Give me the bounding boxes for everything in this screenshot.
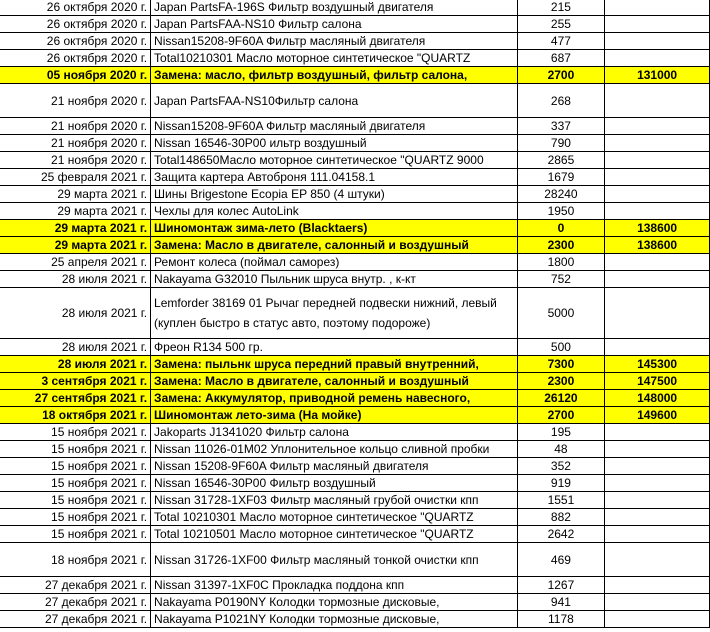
- cell-total[interactable]: [605, 288, 710, 339]
- cell-description[interactable]: Japan PartsFA-196S Фильтр воздушный двигателя: [151, 0, 518, 16]
- cell-total[interactable]: [605, 84, 710, 118]
- cell-total[interactable]: [605, 526, 710, 543]
- cell-cost[interactable]: 5000: [517, 288, 605, 339]
- table-row: [0, 390, 710, 407]
- cell-date[interactable]: 28 июля 2021 г.: [0, 288, 151, 339]
- cell-total[interactable]: 138600: [605, 220, 710, 237]
- cell-cost[interactable]: 469: [517, 543, 605, 577]
- table-row: [0, 254, 710, 271]
- table-row: [0, 203, 710, 220]
- cell-date[interactable]: 18 октября 2021 г.: [0, 407, 151, 424]
- cell-date[interactable]: 15 ноября 2021 г.: [0, 424, 151, 441]
- cell-description[interactable]: Шиномонтаж зима-лето (Blacktaers): [151, 220, 518, 237]
- cell-date[interactable]: 27 декабря 2021 г.: [0, 611, 151, 628]
- table-row: [0, 441, 710, 458]
- cell-date[interactable]: 21 ноября 2020 г.: [0, 118, 151, 135]
- cell-cost[interactable]: 500: [517, 339, 605, 356]
- cell-description[interactable]: Замена: масло, фильтр воздушный, фильтр салона,: [151, 67, 518, 84]
- cell-description[interactable]: Замена: Аккумулятор, приводной ремень навесного,: [151, 390, 518, 407]
- cell-total[interactable]: [605, 33, 710, 50]
- cell-cost[interactable]: 26120: [517, 390, 605, 407]
- cell-cost[interactable]: 477: [517, 33, 605, 50]
- cell-date[interactable]: 26 октября 2020 г.: [0, 33, 151, 50]
- cell-date[interactable]: 15 ноября 2021 г.: [0, 475, 151, 492]
- cell-cost[interactable]: 919: [517, 475, 605, 492]
- cell-date[interactable]: 25 апреля 2021 г.: [0, 254, 151, 271]
- table-row: [0, 84, 710, 118]
- cell-description[interactable]: Ремонт колеса (поймал саморез): [151, 254, 518, 271]
- cell-cost[interactable]: 2865: [517, 152, 605, 169]
- cell-date[interactable]: 29 марта 2021 г.: [0, 186, 151, 203]
- cell-total[interactable]: [605, 152, 710, 169]
- cell-description[interactable]: Замена: Масло в двигателе, салонный и воздушный: [151, 237, 518, 254]
- cell-total[interactable]: [605, 611, 710, 628]
- table-row: [0, 509, 710, 526]
- cell-description[interactable]: Nissan 16546-30P00 ильтр воздушный: [151, 135, 518, 152]
- table-row: [0, 611, 710, 628]
- cell-cost[interactable]: 268: [517, 84, 605, 118]
- cell-total[interactable]: [605, 577, 710, 594]
- cell-date[interactable]: 28 июля 2021 г.: [0, 356, 151, 373]
- cell-date[interactable]: 21 ноября 2020 г.: [0, 84, 151, 118]
- cell-total[interactable]: [605, 271, 710, 288]
- cell-description[interactable]: Nissan 11026-01M02 Уплонительное кольцо сливной пробки: [151, 441, 518, 458]
- table-row: [0, 288, 710, 339]
- table-row: [0, 50, 710, 67]
- table-row: [0, 67, 710, 84]
- cell-description[interactable]: Защита картера Автоброня 111.04158.1: [151, 169, 518, 186]
- cell-cost[interactable]: 0: [517, 220, 605, 237]
- cell-description[interactable]: Total10210301 Масло моторное синтетическое "QUARTZ: [151, 50, 518, 67]
- cell-date[interactable]: 29 марта 2021 г.: [0, 237, 151, 254]
- table-row: [0, 339, 710, 356]
- cell-date[interactable]: 27 декабря 2021 г.: [0, 577, 151, 594]
- cell-description[interactable]: Nissan15208-9F60A Фильтр масляный двигателя: [151, 33, 518, 50]
- cell-description[interactable]: Nissan 31728-1XF03 Фильтр масляный грубой очистки кпп: [151, 492, 518, 509]
- cell-total[interactable]: [605, 254, 710, 271]
- cell-date[interactable]: 26 октября 2020 г.: [0, 0, 151, 16]
- cell-cost[interactable]: 1267: [517, 577, 605, 594]
- cell-description[interactable]: Шиномонтаж лето-зима (На мойке): [151, 407, 518, 424]
- cell-date[interactable]: 15 ноября 2021 г.: [0, 441, 151, 458]
- cell-description[interactable]: Lemforder 38169 01 Рычаг передней подвески нижний, левый (куплен быстро в статус авто, поэтому подороже): [151, 288, 518, 339]
- cell-total[interactable]: [605, 492, 710, 509]
- cell-total[interactable]: [605, 458, 710, 475]
- cell-cost[interactable]: 255: [517, 16, 605, 33]
- cell-description[interactable]: Nakayama G32010 Пыльник шруса внутр. , к-кт: [151, 271, 518, 288]
- cell-description[interactable]: Замена: пыльнк шруса передний правый внутренний,: [151, 356, 518, 373]
- table-row: [0, 271, 710, 288]
- cell-total[interactable]: [605, 441, 710, 458]
- cell-description[interactable]: Nissan 31397-1XF0C Прокладка поддона кпп: [151, 577, 518, 594]
- cell-date[interactable]: 29 марта 2021 г.: [0, 220, 151, 237]
- cell-cost[interactable]: 215: [517, 0, 605, 16]
- cell-date[interactable]: 26 октября 2020 г.: [0, 16, 151, 33]
- cell-date[interactable]: 18 ноября 2021 г.: [0, 543, 151, 577]
- table-row: [0, 135, 710, 152]
- table-row: [0, 169, 710, 186]
- cell-date[interactable]: 21 ноября 2020 г.: [0, 152, 151, 169]
- cell-cost[interactable]: 1950: [517, 203, 605, 220]
- table-row: [0, 186, 710, 203]
- cell-date[interactable]: 25 февраля 2021 г.: [0, 169, 151, 186]
- cell-cost[interactable]: 941: [517, 594, 605, 611]
- cell-cost[interactable]: 1551: [517, 492, 605, 509]
- cell-total[interactable]: 138600: [605, 237, 710, 254]
- table-row: [0, 220, 710, 237]
- cell-cost[interactable]: 1679: [517, 169, 605, 186]
- cell-description[interactable]: Total 10210301 Масло моторное синтетическое "QUARTZ: [151, 509, 518, 526]
- cell-cost[interactable]: 7300: [517, 356, 605, 373]
- cell-date[interactable]: 15 ноября 2021 г.: [0, 492, 151, 509]
- cell-total[interactable]: [605, 16, 710, 33]
- cell-cost[interactable]: 28240: [517, 186, 605, 203]
- cell-cost[interactable]: 2700: [517, 67, 605, 84]
- cell-description[interactable]: Japan PartsFAA-NS10 Фильтр салона: [151, 16, 518, 33]
- cell-total[interactable]: [605, 509, 710, 526]
- cell-total[interactable]: 148000: [605, 390, 710, 407]
- table-row: [0, 237, 710, 254]
- cell-total[interactable]: 145300: [605, 356, 710, 373]
- cell-description[interactable]: Nissan 15208-9F60A Фильтр масляный двигателя: [151, 458, 518, 475]
- cell-date[interactable]: 29 марта 2021 г.: [0, 203, 151, 220]
- cell-total[interactable]: [605, 594, 710, 611]
- cell-total[interactable]: [605, 339, 710, 356]
- cell-total[interactable]: [605, 186, 710, 203]
- cell-description[interactable]: Japan PartsFAA-NS10Фильтр салона: [151, 84, 518, 118]
- cell-date[interactable]: 15 ноября 2021 г.: [0, 526, 151, 543]
- cell-description[interactable]: Total 10210501 Масло моторное синтетическое "QUARTZ: [151, 526, 518, 543]
- table-row: [0, 577, 710, 594]
- cell-cost[interactable]: 1178: [517, 611, 605, 628]
- cell-total[interactable]: [605, 0, 710, 16]
- table-row: [0, 475, 710, 492]
- cell-cost[interactable]: 2300: [517, 373, 605, 390]
- cell-date[interactable]: 26 октября 2020 г.: [0, 50, 151, 67]
- cell-cost[interactable]: 48: [517, 441, 605, 458]
- table-row: [0, 16, 710, 33]
- cell-cost[interactable]: 352: [517, 458, 605, 475]
- cell-cost[interactable]: 687: [517, 50, 605, 67]
- cell-total[interactable]: [605, 50, 710, 67]
- cell-cost[interactable]: 1800: [517, 254, 605, 271]
- cell-date[interactable]: 3 сентября 2021 г.: [0, 373, 151, 390]
- cell-total[interactable]: [605, 118, 710, 135]
- cell-description[interactable]: Чехлы для колес AutoLink: [151, 203, 518, 220]
- cell-total[interactable]: [605, 169, 710, 186]
- cell-cost[interactable]: 752: [517, 271, 605, 288]
- cell-date[interactable]: 15 ноября 2021 г.: [0, 509, 151, 526]
- cell-date[interactable]: 27 декабря 2021 г.: [0, 594, 151, 611]
- cell-date[interactable]: 15 ноября 2021 г.: [0, 458, 151, 475]
- cell-total[interactable]: 147500: [605, 373, 710, 390]
- cell-description[interactable]: Nakayama P1021NY Колодки тормозные дисковые,: [151, 611, 518, 628]
- cell-total[interactable]: [605, 203, 710, 220]
- cell-description[interactable]: Nissan 31726-1XF00 Фильтр масляный тонкой очистки кпп: [151, 543, 518, 577]
- table-row: [0, 543, 710, 577]
- cell-date[interactable]: 28 июля 2021 г.: [0, 339, 151, 356]
- cell-date[interactable]: 21 ноября 2020 г.: [0, 135, 151, 152]
- table-row: [0, 424, 710, 441]
- table-row: [0, 356, 710, 373]
- cell-description[interactable]: Nissan 16546-30P00 Фильтр воздушный: [151, 475, 518, 492]
- cell-cost[interactable]: 2642: [517, 526, 605, 543]
- table-row: [0, 33, 710, 50]
- table-row: [0, 118, 710, 135]
- table-row: [0, 152, 710, 169]
- cell-cost[interactable]: 195: [517, 424, 605, 441]
- cell-date[interactable]: 28 июля 2021 г.: [0, 271, 151, 288]
- cell-description[interactable]: Замена: Масло в двигателе, салонный и воздушный: [151, 373, 518, 390]
- cell-cost[interactable]: 882: [517, 509, 605, 526]
- cell-description[interactable]: Total148650Масло моторное синтетическое "QUARTZ 9000: [151, 152, 518, 169]
- table-row: [0, 373, 710, 390]
- cell-description[interactable]: Nakayama P0190NY Колодки тормозные дисковые,: [151, 594, 518, 611]
- table-row: [0, 407, 710, 424]
- table-row: [0, 458, 710, 475]
- cell-total[interactable]: 131000: [605, 67, 710, 84]
- cell-description[interactable]: Jakoparts J1341020 Фильтр салона: [151, 424, 518, 441]
- cell-cost[interactable]: 337: [517, 118, 605, 135]
- cell-description[interactable]: Nissan15208-9F60A Фильтр масляный двигателя: [151, 118, 518, 135]
- cell-description[interactable]: Фреон R134 500 гр.: [151, 339, 518, 356]
- cell-total[interactable]: [605, 543, 710, 577]
- cell-date[interactable]: 05 ноября 2020 г.: [0, 67, 151, 84]
- cell-cost[interactable]: 2700: [517, 407, 605, 424]
- cell-total[interactable]: [605, 475, 710, 492]
- table-row: [0, 526, 710, 543]
- cell-total[interactable]: [605, 424, 710, 441]
- table-row: [0, 492, 710, 509]
- cell-total[interactable]: 149600: [605, 407, 710, 424]
- cell-date[interactable]: 27 сентября 2021 г.: [0, 390, 151, 407]
- cell-cost[interactable]: 790: [517, 135, 605, 152]
- cell-description[interactable]: Шины Brigestone Ecopia EP 850 (4 штуки): [151, 186, 518, 203]
- cell-cost[interactable]: 2300: [517, 237, 605, 254]
- cell-total[interactable]: [605, 135, 710, 152]
- table-row: [0, 0, 710, 16]
- table-row: [0, 594, 710, 611]
